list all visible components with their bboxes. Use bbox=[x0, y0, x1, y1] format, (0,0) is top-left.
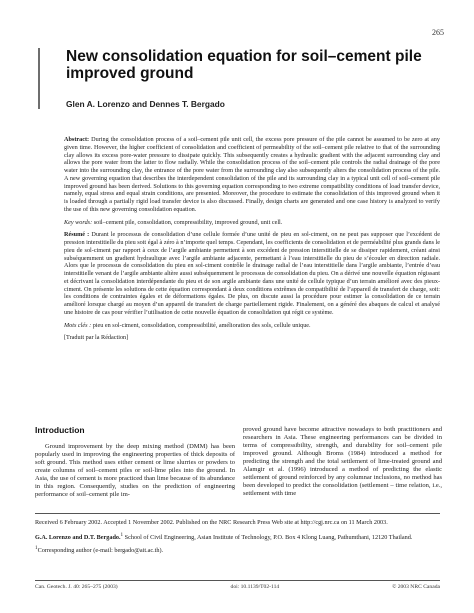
title-block bbox=[38, 48, 466, 109]
journal-citation: Can. Geotech. J. 40: 265–275 (2003) bbox=[35, 584, 118, 590]
paper-title: New consolidation equation for soil–cement pile improved ground bbox=[66, 48, 422, 82]
footnote-mark: 1 bbox=[120, 531, 124, 538]
resume-label: Résumé : bbox=[64, 231, 90, 239]
affiliation-names: G.A. Lorenzo and D.T. Bergado. bbox=[35, 533, 121, 541]
mots-cles bbox=[64, 322, 440, 330]
affiliation-text: School of Civil Engineering, Asian Institute of Technology, P.O. Box 4 Klong Luang, Pathumthani, 12120 Thailand. bbox=[124, 533, 413, 541]
right-column bbox=[243, 426, 442, 498]
authors: Glen A. Lorenzo and Dennes T. Bergado bbox=[66, 99, 225, 109]
introduction-heading: Introduction bbox=[35, 425, 85, 435]
page-number: 265 bbox=[432, 28, 444, 37]
footnote-mark: 1 bbox=[35, 545, 38, 552]
left-column bbox=[35, 426, 235, 499]
keywords bbox=[64, 219, 440, 227]
received-text: Received 6 February 2002. Accepted 1 November 2002. Published on the NRC Research Press Web site at http://cgj.nrc.ca on 11 March 2003. bbox=[35, 519, 388, 526]
received-block bbox=[35, 519, 440, 555]
resume-text: Durant le processus de consolidation d’une cellule formée d’une unité de pieu en sol-ciment, on ne peut pas supposer que l’excédent de pression interstitielle du pieu soit égal à zéro à n’importe quel temps. Cependant, les coefficients de consolidation et de perméabilité plus grands dans le pieu de sol-ciment par rapport à ceux de l’argile ambiante permettent à son excédent de pression interstitielle de se dissiper rapidement, créant ainsi subséquemment un gradient hydraulique avec l’argile ambiante adjacente, permettant à l’eau interstitielle du pieu de s’écouler en direction radiale. Alors que le processus de consolidation du pieu en sol-ciment contrôle le drainage radial de l’eau interstitielle dans l’argile ambiante, l’entrée d’eau interstitielle venant de l’argile ambiante altère aussi subséquemment le processus de consolidation du pieu. On a dérivé une nouvelle équation régissant et décrivant la consolidation interdépendante du pieu et de son argile ambiante dans une unité de cellule typique d’un terrain amélioré avec des pieux-ciment. On présente les solutions de cette équation correspondant à deux conditions extrêmes de compatibilité de l’appareil de transfert de charge, soit: les conditions de contraintes égales et de déformations égales. De plus, on discute aussi la procédure pour estimer la consolidation de ce terrain amélioré lorsque chargé au moyen d’un appareil de transfert de charge partiellement rigide. Finalement, on a généré des abaques de calcul et analysé une histoire de cas pour vérifier l’utilisation de cette nouvelle équation de consolidation qui régit ce système. bbox=[64, 231, 441, 316]
mots-cles-label: Mots clés : bbox=[64, 321, 92, 329]
introduction-right-text: proved ground have become attractive nowadays to both practitioners and researchers in Asia. These engineering performances can be divided in terms of compressibility, strength, and durability for soil–cement pile improved ground. Although Broms (1984) introduced a method for predicting the strength and the total settlement of lime-treated ground and Alamgir et al. (1996) introduced a method of predicting the elastic settlement of ground reinforced by any columnar inclusions, no method has been developed to predict the consolidation (settlement – time relation, i.e., settlement with time bbox=[243, 426, 442, 498]
abstract-text: During the consolidation process of a soil–cement pile unit cell, the excess pore pressure of the pile cannot be assumed to be zero at any given time. However, the higher coefficient of consolidation and coefficient of permeability of the soil–cement pile relative to that of the surrounding clay allows its excess pore-water pressure to dissipate quickly. This subsequently creates a hydraulic gradient with the adjacent surrounding clay and allows the pore water from the latter to flow radially. While the consolidation process of the soil–cement pile controls the radial drainage of the pore water into the surrounding clay, the entrance of the pore water from the surrounding clay also subsequently alters the consolidation process of the pile. A new governing equation that describes the interdependent consolidation of the pile and its surrounding clay in a typical unit cell of soil–cement pile improved ground has been derived. Solutions to this governing equation corresponding to two extreme compatibility conditions of load transfer device, namely, equal stress and equal strain conditions, are presented. Moreover, the procedure to estimate the consolidation of this improved ground when it is loaded through a partially rigid load transfer device is also discussed. Finally, design charts are generated and one case history is analyzed to verify the use of this new governing consolidation equation. bbox=[64, 136, 440, 213]
abstract bbox=[64, 136, 440, 214]
corresponding-author bbox=[35, 545, 440, 555]
affiliation bbox=[35, 532, 440, 542]
mots-cles-text: pieu en sol-ciment, consolidation, compressibilité, amélioration des sols, cellule unique. bbox=[92, 321, 311, 329]
introduction-left-text: Ground improvement by the deep mixing method (DMM) has been popularly used in improving the engineering properties of thick deposits of soft ground. This method uses either cement or lime slurries or powders to create columns of soil–cement piles or soil-lime piles into the ground. In Asia, the use of cement is more practiced than lime because of its abundance in this region. Consequently, studies on the prediction of engineering performance of soil–cement pile im- bbox=[35, 443, 235, 499]
footer-divider bbox=[35, 580, 440, 581]
divider bbox=[35, 513, 440, 514]
corresponding-text: Corresponding author (e-mail: bergado@ait.ac.th). bbox=[37, 547, 164, 555]
footer bbox=[35, 584, 440, 590]
keywords-label: Key words: bbox=[64, 218, 93, 226]
copyright: © 2003 NRC Canada bbox=[392, 584, 440, 590]
resume bbox=[64, 231, 440, 316]
abstract-block bbox=[64, 136, 440, 342]
doi: doi: 10.1139/T02-114 bbox=[230, 584, 280, 590]
keywords-text: soil–cement pile, consolidation, compressibility, improved ground, unit cell. bbox=[93, 218, 283, 226]
abstract-label: Abstract: bbox=[64, 136, 90, 143]
translation-note: [Traduit par la Rédaction] bbox=[64, 334, 129, 342]
